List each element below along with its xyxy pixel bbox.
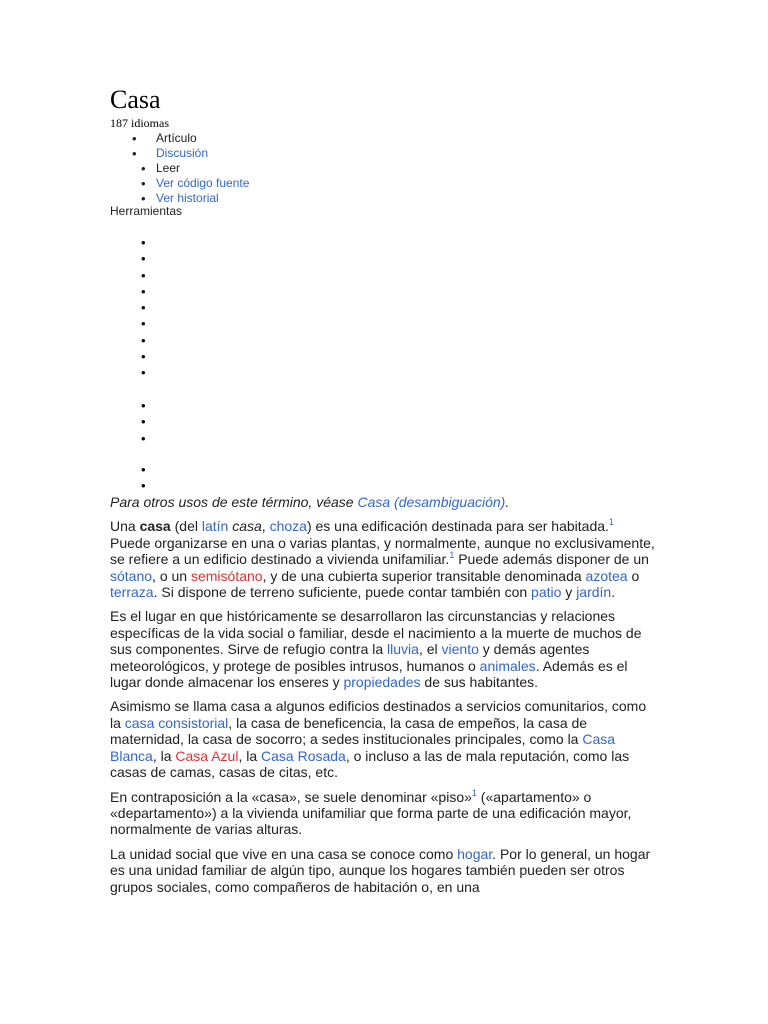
wiki-link[interactable]: Casa Blanca bbox=[110, 731, 616, 764]
text-run: , y de una cubierta superior transitable denominada bbox=[262, 567, 586, 584]
text-run: (del bbox=[170, 518, 202, 535]
tab-discussion-label: Discusión bbox=[156, 146, 209, 160]
tools-list-2 bbox=[141, 398, 146, 447]
text-run: Puede además disponer de un bbox=[454, 551, 649, 568]
text-run: de sus habitantes. bbox=[420, 674, 539, 691]
tools-list-1 bbox=[141, 235, 146, 382]
page-title: Casa bbox=[110, 85, 161, 114]
tools-menu[interactable]: Herramientas bbox=[110, 204, 183, 218]
wiki-link[interactable]: viento bbox=[441, 641, 479, 658]
tab-history-label: Ver historial bbox=[156, 191, 219, 205]
tab-read-label: Leer bbox=[156, 161, 181, 175]
text-run: y demás agentes meteorológicos, y protege de posibles intrusos, humanos o bbox=[110, 641, 590, 674]
tools-list-3 bbox=[141, 462, 146, 495]
tab-view-source-label: Ver código fuente bbox=[156, 176, 250, 190]
list-item[interactable] bbox=[141, 284, 146, 300]
redlink[interactable]: Casa Azul bbox=[175, 747, 239, 764]
article-body bbox=[110, 494, 655, 903]
wiki-link[interactable]: sótano bbox=[110, 567, 153, 584]
wiki-link[interactable]: choza bbox=[269, 518, 307, 535]
redlink[interactable]: semisótano bbox=[190, 567, 263, 584]
list-item[interactable] bbox=[141, 251, 146, 267]
text-run: . Además es el lugar donde almacenar los enseres y bbox=[110, 657, 628, 691]
hatnote bbox=[110, 494, 655, 510]
text-run: o bbox=[627, 567, 640, 584]
text-run: , la bbox=[152, 747, 176, 764]
list-item[interactable] bbox=[141, 462, 146, 478]
hatnote-suffix: . bbox=[505, 494, 510, 510]
text-run: , la casa de beneficencia, la casa de empeños, la casa de maternidad, la casa de socorro; a sedes institucionales principales, como la bbox=[110, 714, 588, 748]
text-run: , el bbox=[418, 641, 442, 658]
list-item[interactable] bbox=[141, 398, 146, 414]
wiki-link[interactable]: terraza bbox=[110, 584, 154, 601]
wiki-link[interactable]: patio bbox=[531, 584, 562, 601]
list-item[interactable] bbox=[141, 365, 146, 381]
tab-article[interactable] bbox=[110, 131, 249, 146]
paragraph bbox=[110, 608, 655, 690]
hatnote-text: Para otros usos de este término, véase bbox=[110, 494, 358, 510]
bold-term: casa bbox=[139, 518, 171, 535]
text-run: , la bbox=[238, 747, 262, 764]
list-item[interactable] bbox=[141, 316, 146, 332]
wiki-link[interactable]: casa consistorial bbox=[124, 714, 229, 731]
wiki-link[interactable]: latín bbox=[201, 518, 229, 535]
hatnote-link[interactable]: Casa (desambiguación) bbox=[357, 494, 506, 510]
text-run: («apartamento» o «departamento») a la vivienda unifamiliar que forma parte de una edificación mayor, normalmente de varias alturas. bbox=[110, 788, 632, 838]
text-run: , o un bbox=[152, 567, 191, 584]
tab-read[interactable] bbox=[110, 161, 249, 176]
text-run: La unidad social que vive en una casa se conoce como bbox=[110, 845, 458, 862]
text-run: . Si dispone de terreno suficiente, puede contar también con bbox=[153, 584, 532, 601]
citation-link[interactable]: 1 bbox=[471, 787, 477, 798]
paragraph bbox=[110, 789, 655, 838]
italic-term: casa bbox=[232, 518, 262, 535]
language-selector[interactable]: 187 idiomas bbox=[110, 116, 169, 130]
text-run: ) es una edificación destinada para ser habitada. bbox=[306, 518, 609, 535]
text-run: , bbox=[261, 518, 270, 535]
text-run: . Por lo general, un hogar es una unidad familiar de algún tipo, aunque los hogares también pueden ser otros grupos sociales, como compañeros de habitación o, en una bbox=[110, 845, 651, 895]
list-item[interactable] bbox=[141, 300, 146, 316]
list-item[interactable] bbox=[141, 478, 146, 494]
wiki-link[interactable]: lluvia bbox=[387, 641, 419, 658]
list-item[interactable] bbox=[141, 349, 146, 365]
list-item[interactable] bbox=[141, 414, 146, 430]
text-run: y bbox=[561, 584, 577, 601]
tab-view-source[interactable] bbox=[110, 176, 249, 191]
wiki-link[interactable]: animales bbox=[479, 657, 536, 674]
list-item[interactable] bbox=[141, 268, 146, 284]
tab-article-label: Artículo bbox=[156, 131, 197, 145]
list-item[interactable] bbox=[141, 431, 146, 447]
page-tabs bbox=[110, 131, 249, 206]
citation-link[interactable]: 1 bbox=[608, 517, 614, 528]
wiki-link[interactable]: azotea bbox=[585, 567, 628, 584]
paragraph bbox=[110, 846, 655, 895]
text-run: Puede organizarse en una o varias plantas, y normalmente, aunque no exclusivamente, se refiere a un edificio destinado a vivienda unifamiliar. bbox=[110, 534, 655, 568]
paragraph bbox=[110, 518, 655, 600]
list-item[interactable] bbox=[141, 235, 146, 251]
wiki-link[interactable]: jardín bbox=[576, 584, 612, 601]
wiki-link[interactable]: hogar bbox=[457, 845, 493, 862]
text-run: , o incluso a las de mala reputación, como las casas de camas, casas de citas, etc. bbox=[110, 747, 630, 781]
citation-link[interactable]: 1 bbox=[449, 550, 455, 561]
text-run: En contraposición a la «casa», se suele denominar «piso» bbox=[110, 788, 472, 805]
text-run: Asimismo se llama casa a algunos edificios destinados a servicios comunitarios, como la bbox=[110, 698, 647, 731]
text-run: Una bbox=[110, 518, 140, 535]
list-item[interactable] bbox=[141, 333, 146, 349]
tab-discussion[interactable] bbox=[110, 146, 249, 161]
text-run: Es el lugar en que históricamente se desarrollaron las circunstancias y relaciones específicas de la vida social o familiar, desde el nacimiento a la muerte de muchos de sus componentes. Sirve de refugio contra la bbox=[110, 608, 642, 658]
paragraph bbox=[110, 698, 655, 780]
text-run: . bbox=[611, 584, 616, 601]
wiki-link[interactable]: propiedades bbox=[343, 674, 421, 691]
wiki-link[interactable]: Casa Rosada bbox=[261, 747, 346, 764]
